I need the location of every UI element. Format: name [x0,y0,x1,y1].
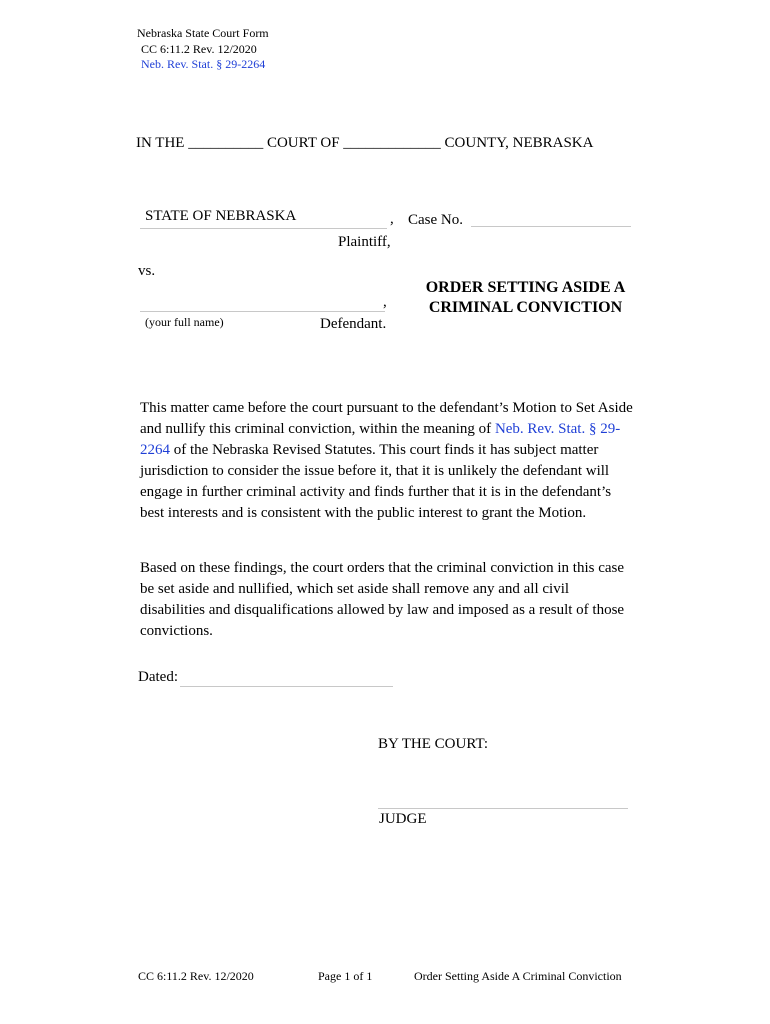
case-no-label: Case No. [408,212,463,228]
defendant-name-field[interactable] [140,311,385,312]
document-title [418,278,633,318]
plaintiff-name-line [140,228,387,229]
footer-document-name: Order Setting Aside A Criminal Conviction [414,969,622,983]
statute-link-inline[interactable]: Neb. Rev. Stat. § 29-2264 [140,421,621,458]
by-the-court-label: BY THE COURT: [378,736,489,752]
defendant-comma: , [383,294,387,310]
case-no-field[interactable] [471,226,631,227]
form-revision: CC 6:11.2 Rev. 12/2020 [141,42,257,56]
form-name: Nebraska State Court Form [137,26,269,40]
court-caption: IN THE __________ COURT OF _____________ COUNTY, NEBRASKA [136,135,594,151]
footer-form-revision: CC 6:11.2 Rev. 12/2020 [138,969,254,983]
plaintiff-name: STATE OF NEBRASKA [145,208,297,224]
plaintiff-label: Plaintiff, [338,234,391,250]
defendant-name-hint: (your full name) [145,315,224,329]
plaintiff-comma: , [390,211,394,227]
date-field[interactable] [180,686,393,687]
defendant-label: Defendant. [320,316,387,332]
versus-label: vs. [138,263,156,279]
dated-label: Dated: [138,669,178,685]
judge-signature-line[interactable] [378,808,628,809]
footer-page-number: Page 1 of 1 [318,969,373,983]
findings-text-start: This matter came before the court pursuant to the defendant’s Motion to Set Aside and nullify this criminal conviction, within the meaning of [140,400,633,437]
statute-link[interactable]: Neb. Rev. Stat. § 29-2264 [141,57,266,71]
findings-paragraph [140,398,635,524]
order-paragraph: Based on these findings, the court orders that the criminal conviction in this case be set aside and nullified, which set aside shall remove any and all civil disabilities and disqualifications allowed by law and imposed as a result of those convictions. [140,560,625,639]
findings-text-end: of the Nebraska Revised Statutes. This court finds it has subject matter jurisdiction to consider the issue before it, that it is unlikely the defendant will engage in further criminal activity and finds further that it is in the defendant’s best interests and is consistent with the public interest to grant the Motion. [140,442,612,521]
judge-label: JUDGE [379,811,427,827]
document-title-line-2: CRIMINAL CONVICTION [428,299,623,316]
document-title-line-1: ORDER SETTING ASIDE A [425,279,626,296]
